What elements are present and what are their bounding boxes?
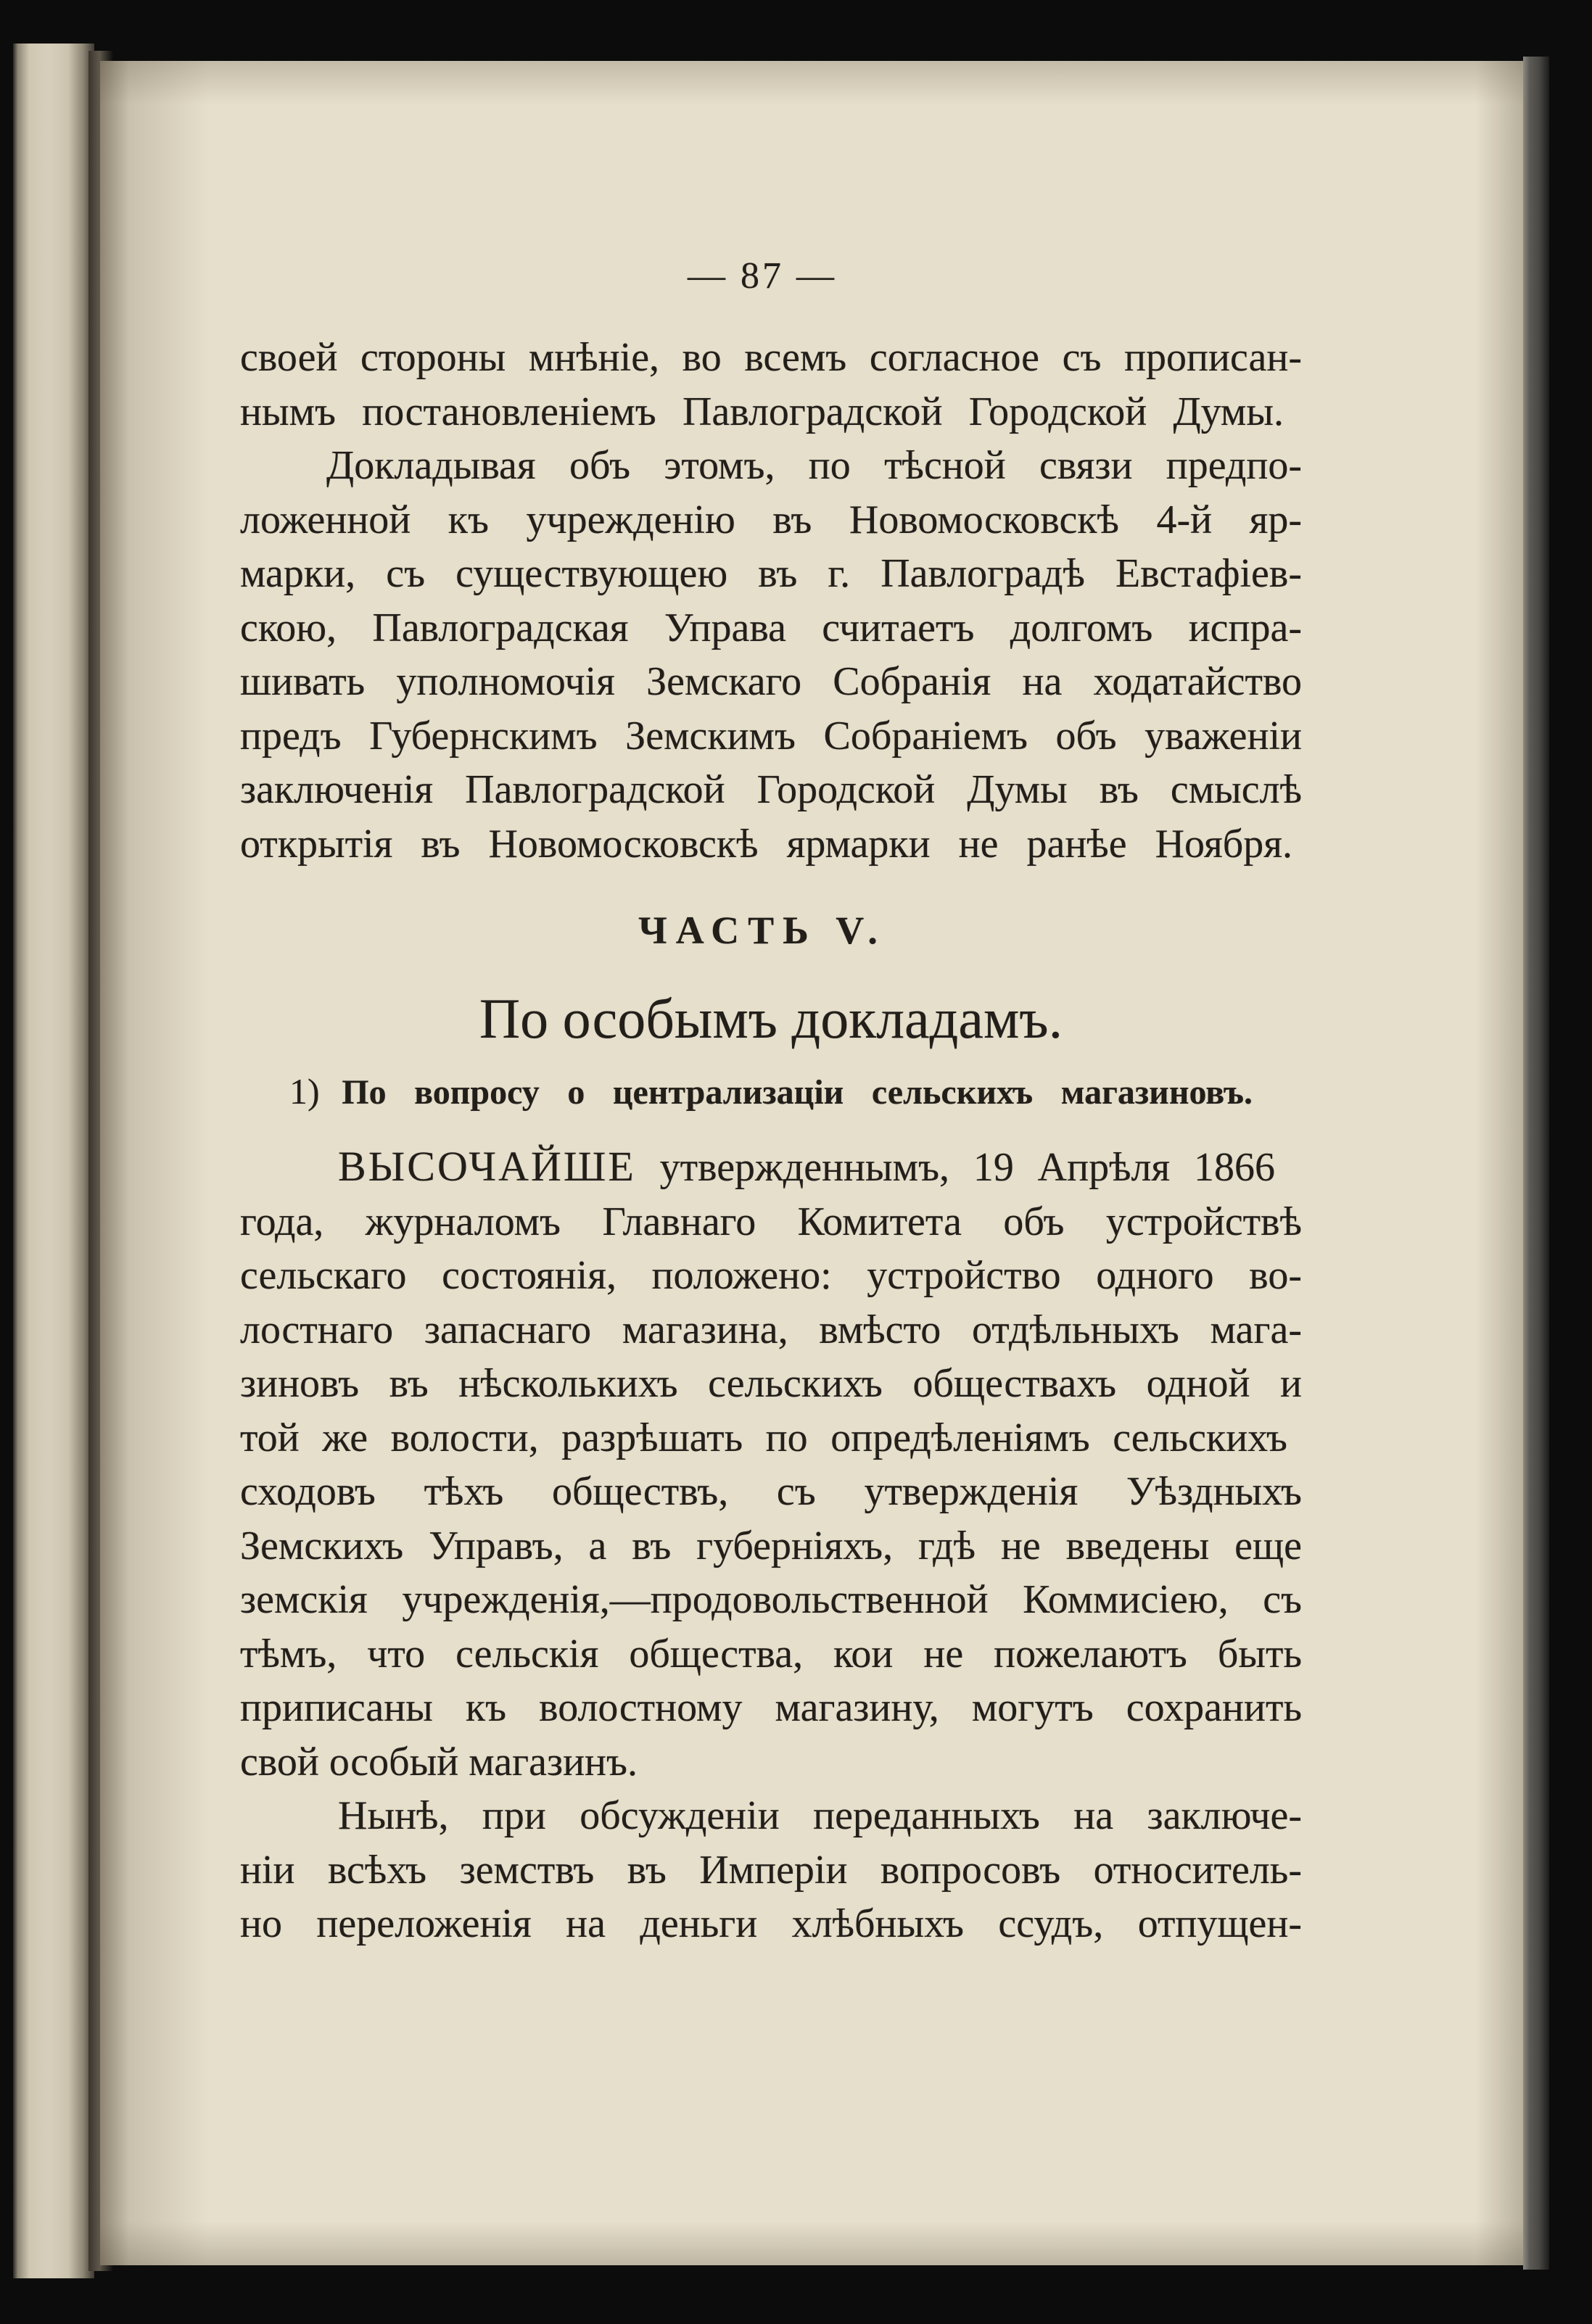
section-v-text [240, 1140, 1302, 1951]
section-title: По особымъ докладамъ. [479, 987, 1063, 1050]
text-line: заключенія Павлоградской Городской Думы въ смыслѣ [240, 767, 1302, 812]
text-line: ложенной къ учрежденію въ Новомосковскѣ 4-й яр- [240, 497, 1302, 542]
text-line: открытія въ Новомосковскѣ ярмарки не ранѣе Ноября. [240, 821, 1292, 867]
text-line: предъ Губернскимъ Земскимъ Собраніемъ объ уваженіи [240, 713, 1302, 758]
paragraph-end [240, 331, 1302, 439]
part-heading: ЧАСТЬ V. [638, 909, 886, 952]
paragraph [240, 439, 1302, 871]
text-line: лостнаго запаснаго магазина, вмѣсто отдѣльныхъ мага- [240, 1307, 1302, 1352]
previous-section-text [240, 331, 1302, 871]
subsection-title: По вопросу о централизаціи сельскихъ магазиновъ. [342, 1073, 1253, 1112]
emphasized-word: ВЫСОЧАЙШЕ [338, 1143, 636, 1190]
text-line: тѣмъ, что сельскія общества, кои не пожелаютъ быть [240, 1631, 1302, 1676]
text-line: Докладывая объ этомъ, по тѣсной связи предпо- [326, 443, 1302, 488]
text-line: нымъ постановленіемъ Павлоградской Городской Думы. [240, 389, 1284, 434]
page-stack-edge [1523, 57, 1549, 2270]
subsection-heading [289, 1068, 1253, 1124]
paragraph [240, 1789, 1302, 1951]
text-line: марки, съ существующею въ г. Павлоградѣ Евстафіев- [240, 551, 1302, 596]
text-fragment: утвержденнымъ, 19 Апрѣля 1866 [659, 1145, 1275, 1190]
page-number: — 87 — [688, 255, 837, 297]
text-line: шивать уполномочія Земскаго Собранія на ходатайство [240, 659, 1302, 704]
text-line: года, журналомъ Главнаго Комитета объ устройствѣ [240, 1199, 1302, 1244]
text-line [240, 1140, 1275, 1195]
text-line: зиновъ въ нѣсколькихъ сельскихъ обществахъ одной и [240, 1361, 1302, 1406]
text-line: Нынѣ, при обсужденіи переданныхъ на заключе- [338, 1793, 1302, 1838]
text-line: сходовъ тѣхъ обществъ, съ утвержденія Уѣздныхъ [240, 1469, 1302, 1514]
text-line: земскія учрежденія,—продовольственной Коммисіею, съ [240, 1577, 1302, 1622]
text-line: ніи всѣхъ земствъ въ Имперіи вопросовъ относитель- [240, 1847, 1302, 1893]
text-line: своей стороны мнѣніе, во всемъ согласное съ прописан- [240, 335, 1302, 380]
paragraph [240, 1140, 1302, 1789]
text-line: Земскихъ Управъ, а въ губерніяхъ, гдѣ не введены еще [240, 1523, 1302, 1568]
text-line: но переложенія на деньги хлѣбныхъ ссудъ, отпущен- [240, 1901, 1302, 1946]
text-line: свой особый магазинъ. [240, 1739, 638, 1785]
text-line: скою, Павлоградская Управа считаетъ долгомъ испра- [240, 605, 1302, 650]
text-line: той же волости, разрѣшать по опредѣленіямъ сельскихъ [240, 1415, 1287, 1460]
left-page-edge [13, 44, 94, 2278]
subsection-number: 1) [289, 1071, 320, 1112]
text-line: сельскаго состоянія, положено: устройство одного во- [240, 1253, 1302, 1298]
text-line: приписаны къ волостному магазину, могутъ сохранить [240, 1685, 1302, 1730]
